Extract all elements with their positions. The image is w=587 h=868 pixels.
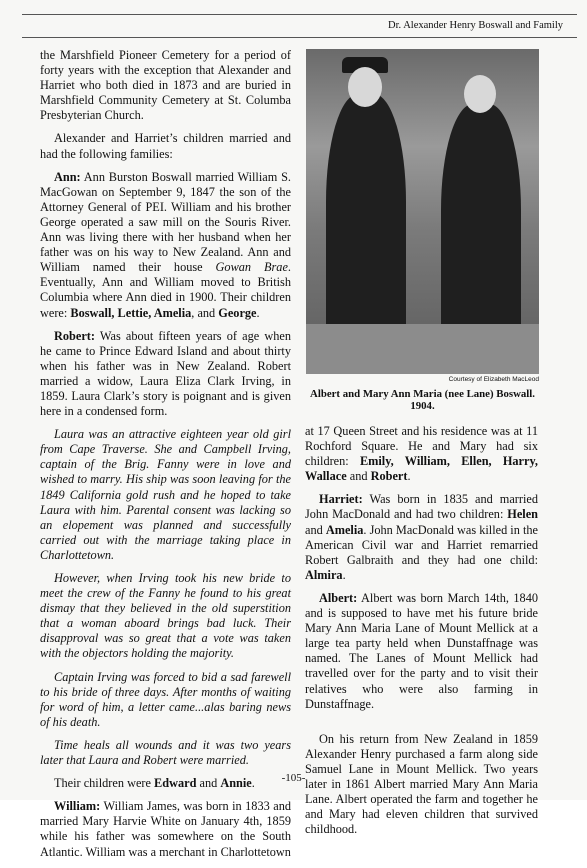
paragraph-laura-2: However, when Irving took his new bride to meet the crew of the Fanny he found to his great dismay that they believed in the old superstition that a woman aboard brings bad luck. Their disapproval was so great that a vote was taken with the objectors holding the majority.: [40, 571, 291, 661]
page-number: -105-: [281, 772, 306, 784]
children-end: .: [251, 776, 255, 791]
paragraph-laura-3: Captain Irving was forced to bid a sad farewell to his bride of three days. After months of waiting for word of him, a letter came...alas baring news of his death.: [40, 669, 291, 729]
child-edward: Edward: [154, 776, 197, 791]
albert-text: Albert was born March 14th, 1840 and is supposed to have met his future bride Mary Ann Maria Lane of Mount Mellick at a large tea party held when Dunstaffnage was named. The Lanes of Mount Mellick had travelled over for the party and to visit their relatives who were also farming in Dunstaffnage.: [305, 590, 538, 711]
harriet-text: Was born in 1835 and married John MacDonald and had two children:: [305, 492, 538, 522]
paragraph-william-cont: [305, 424, 538, 484]
child-annie: Annie: [220, 776, 252, 791]
harriet-child-almira: Almira: [305, 567, 343, 582]
paragraph-ann: [40, 170, 291, 321]
ann-lead: Ann:: [54, 169, 81, 184]
william-lead: William:: [54, 799, 101, 814]
paragraph-return: On his return from New Zealand in 1859 Alexander Henry purchased a farm along side Samuel Lane in Mount Mellick. Two years later in 1861 Albert married Mary Ann Maria Lane. Albert operated the farm and together he and Mary had eleven children that survived childhood.: [305, 731, 538, 837]
ann-and: , and: [191, 305, 219, 320]
photo-ground: [306, 324, 539, 374]
family-photo: [306, 49, 539, 374]
harriet-child-helen: Helen: [507, 507, 538, 522]
photo-head-albert: [348, 67, 382, 107]
william-text: William James, was born in 1833 and married Mary Harvie White on January 4th, 1859 while his father was somewhere on the South Atlantic. William was a merchant in Charlottetown: [40, 799, 291, 859]
robert-text: Was about fifteen years of age when he came to Prince Edward Island and about thirty when his father was in New Zealand. Robert married a widow, Laura Eliza Clark Irving, in 1859. Laura Clark’s story is poignant and is given here in a condensed form.: [40, 328, 291, 419]
william-last-child: Robert: [370, 469, 408, 484]
ann-children: Boswall, Lettie, Amelia: [70, 305, 192, 320]
paragraph-laura-4: Time heals all wounds and it was two years later that Laura and Robert were married.: [40, 737, 291, 768]
ann-text-2: . Eventually, Ann and William moved to British Columbia where Ann died in 1900. Their children were:: [40, 260, 291, 320]
photo-caption: Albert and Mary Ann Maria (nee Lane) Boswall. 1904.: [310, 388, 535, 412]
children-and: and: [196, 776, 221, 791]
robert-lead: Robert:: [54, 328, 95, 343]
running-header: [22, 14, 577, 38]
left-column: [40, 48, 291, 868]
header-title: Dr. Alexander Henry Boswall and Family: [388, 20, 563, 31]
william-cont-text: at 17 Queen Street and his residence was at 11 Rochford Square. He and Mary had six children:: [305, 424, 538, 469]
ann-house: Gowan Brae: [215, 260, 288, 275]
harriet-and: and: [305, 522, 326, 537]
paragraph-harriet: [305, 492, 538, 583]
william-children: Emily, William, Ellen, Harry, Wallace: [305, 454, 539, 484]
paragraph-robert: [40, 329, 291, 420]
william-and: and: [346, 469, 371, 484]
harriet-child-amelia: Amelia: [325, 522, 364, 537]
ann-last-child: George: [218, 305, 257, 320]
harriet-lead: Harriet:: [319, 492, 363, 507]
paragraph-cemetery: the Marshfield Pioneer Cemetery for a period of forty years with the exception that Alexander and Harriet who both died in 1873 and are buried in Marshfield Community Cemetery at St. Columba Presbyterian Church.: [40, 48, 291, 123]
paragraph-laura-1: Laura was an attractive eighteen year old girl from Cape Traverse. She and Campbell Irving, captain of the Brig. Fanny were in love and wished to marry. His ship was soon leaving for the 1849 California gold rush and he hoped to take Laura with him. Parental consent was lacking so an elopement was planned and successfully carried out with the marriage taking place in Charlottetown.: [40, 427, 291, 562]
paragraph-families: Alexander and Harriet’s children married and had the following families:: [40, 131, 291, 161]
ann-end: .: [256, 305, 260, 320]
photo-head-mary: [464, 75, 496, 113]
ann-text: Ann Burston Boswall married William S. MacGowan on September 9, 1847 the son of the Attorney General of PEI. William and his brother George operated a saw mill on the Souris River. Ann was living there with her husband when her father was on his way to New Zealand. Ann and William named their house: [40, 169, 291, 275]
paragraph-albert: [305, 591, 538, 712]
william-end: .: [407, 469, 411, 484]
children-pre: Their children were: [54, 776, 155, 791]
harriet-text-2: . John MacDonald was killed in the American Civil war and Harriet remarried Robert Galbraith and they had one child:: [305, 522, 538, 567]
harriet-end: .: [342, 567, 346, 582]
photo-credit: Courtesy of Elizabeth MacLeod: [448, 376, 539, 383]
paragraph-william: [40, 799, 291, 859]
albert-lead: Albert:: [319, 590, 358, 605]
